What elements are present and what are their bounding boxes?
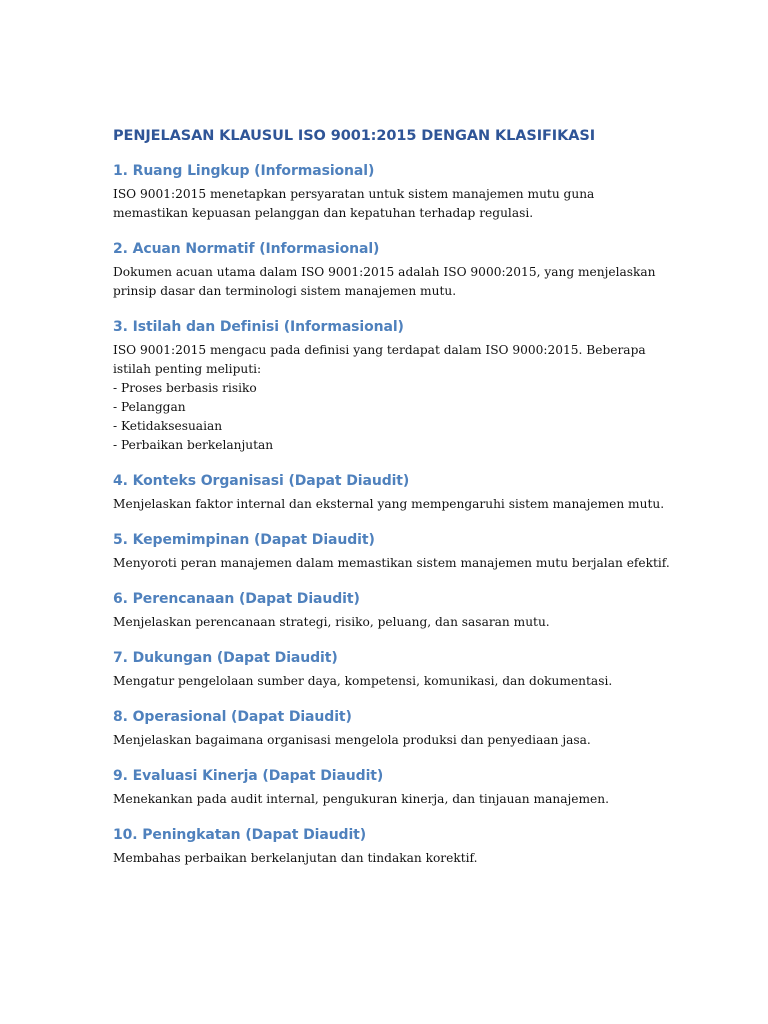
list-item: - Proses berbasis risiko: [113, 381, 257, 395]
section-istilah-definisi: [113, 317, 673, 455]
term-list: [113, 379, 673, 455]
section-heading: 9. Evaluasi Kinerja (Dapat Diaudit): [113, 768, 384, 784]
section-text: Menekankan pada audit internal, pengukuran kinerja, dan tinjauan manajemen.: [113, 792, 609, 806]
section-perencanaan: [113, 589, 673, 632]
section-heading: 1. Ruang Lingkup (Informasional): [113, 163, 375, 179]
section-acuan-normatif: [113, 239, 673, 301]
section-dukungan: [113, 648, 673, 691]
section-text: Menjelaskan bagaimana organisasi mengelola produksi dan penyediaan jasa.: [113, 733, 591, 747]
section-text: Membahas perbaikan berkelanjutan dan tindakan korektif.: [113, 851, 478, 865]
section-text: Menjelaskan perencanaan strategi, risiko, peluang, dan sasaran mutu.: [113, 615, 550, 629]
section-heading: 7. Dukungan (Dapat Diaudit): [113, 650, 338, 666]
section-ruang-lingkup: [113, 161, 673, 223]
section-text: ISO 9001:2015 mengacu pada definisi yang terdapat dalam ISO 9000:2015. Beberapa istilah penting meliputi:: [113, 343, 646, 376]
section-text: ISO 9001:2015 menetapkan persyaratan untuk sistem manajemen mutu guna memastikan kepuasan pelanggan dan kepatuhan terhadap regulasi.: [113, 187, 595, 220]
list-item: - Ketidaksesuaian: [113, 419, 223, 433]
section-peningkatan: [113, 825, 673, 868]
section-operasional: [113, 707, 673, 750]
section-text: Menyoroti peran manajemen dalam memastikan sistem manajemen mutu berjalan efektif.: [113, 556, 670, 570]
document-title: PENJELASAN KLAUSUL ISO 9001:2015 DENGAN KLASIFIKASI: [113, 128, 595, 144]
section-text: Menjelaskan faktor internal dan eksternal yang mempengaruhi sistem manajemen mutu.: [113, 497, 665, 511]
document-page: [113, 125, 673, 884]
section-heading: 8. Operasional (Dapat Diaudit): [113, 709, 352, 725]
section-text: Dokumen acuan utama dalam ISO 9001:2015 adalah ISO 9000:2015, yang menjelaskan prinsip dasar dan terminologi sistem manajemen mutu.: [113, 265, 656, 298]
section-evaluasi-kinerja: [113, 766, 673, 809]
list-item: - Perbaikan berkelanjutan: [113, 438, 274, 452]
list-item: - Pelanggan: [113, 400, 186, 414]
section-konteks-organisasi: [113, 471, 673, 514]
section-heading: 5. Kepemimpinan (Dapat Diaudit): [113, 532, 375, 548]
section-heading: 3. Istilah dan Definisi (Informasional): [113, 319, 404, 335]
section-heading: 10. Peningkatan (Dapat Diaudit): [113, 827, 367, 843]
section-text: Mengatur pengelolaan sumber daya, kompetensi, komunikasi, dan dokumentasi.: [113, 674, 613, 688]
section-heading: 6. Perencanaan (Dapat Diaudit): [113, 591, 360, 607]
section-heading: 4. Konteks Organisasi (Dapat Diaudit): [113, 473, 410, 489]
section-kepemimpinan: [113, 530, 673, 573]
section-heading: 2. Acuan Normatif (Informasional): [113, 241, 380, 257]
